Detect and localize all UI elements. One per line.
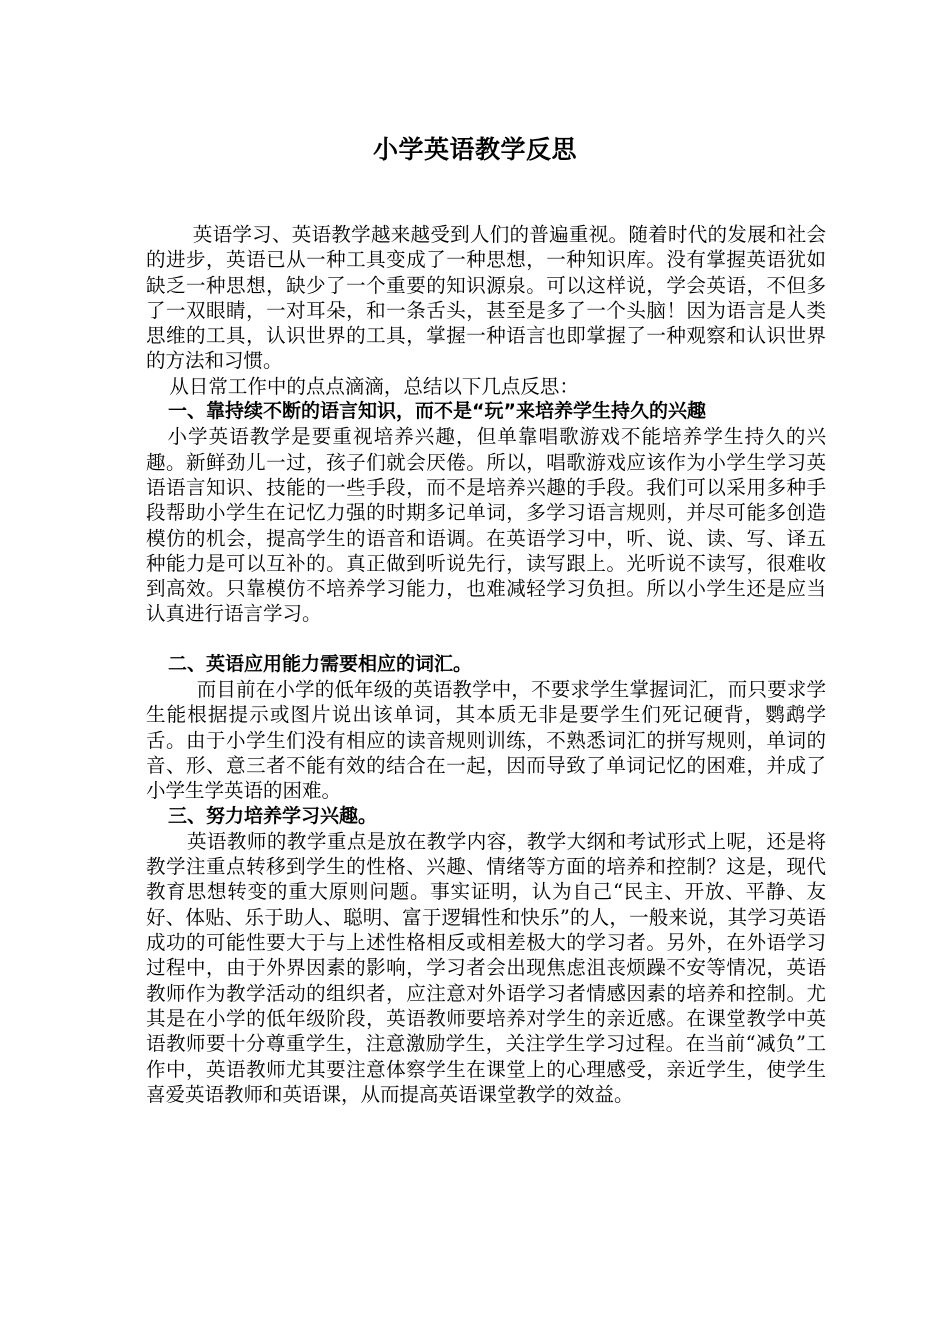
summary-paragraph: 从日常工作中的点点滴滴，总结以下几点反思： [169, 374, 579, 398]
document-title: 小学英语教学反思 [372, 135, 577, 164]
document-body [146, 222, 826, 1107]
intro-paragraph: 英语学习、英语教学越来越受到人们的普遍重视。随着时代的发展和社会的进步，英语已从一种工具变成了一种思想，一种知识库。没有掌握英语犹如缺乏一种思想，缺少了一个重要的知识源泉。可以这样说，学会英语，不但多了一双眼睛，一对耳朵，和一条舌头，甚至是多了一个头脑！因为语言是人类思维的工具，认识世界的工具，掌握一种语言也即掌握了一种观察和认识世界的方法和习惯。 [146, 223, 826, 373]
section-heading-2: 二、英语应用能力需要相应的词汇。 [168, 652, 473, 675]
section-2-paragraph: 而目前在小学的低年级的英语教学中，不要求学生掌握词汇，而只要求学生能根据提示或图片说出该单词，其本质无非是要学生们死记硬背，鹦鹉学舌。由于小学生们没有相应的读音规则训练，不熟悉词汇的拼写规则，单词的音、形、意三者不能有效的结合在一起，因而导致了单词记忆的困难，并成了小学生学英语的困难。 [146, 678, 826, 803]
section-heading-3: 三、努力培养学习兴趣。 [168, 804, 378, 827]
section-1-paragraph: 小学英语教学是要重视培养兴趣，但单靠唱歌游戏不能培养学生持久的兴趣。新鲜劲儿一过，孩子们就会厌倦。所以，唱歌游戏应该作为小学生学习英语语言知识、技能的一些手段，而不是培养兴趣的手段。我们可以采用多种手段帮助小学生在记忆力强的时期多记单词，多学习语言规则，并尽可能多创造模仿的机会，提高学生的语音和语调。在英语学习中，听、说、读、写、译五种能力是可以互补的。真正做到听说先行，读写跟上。光听说不读写，很难收到高效。只靠模仿不培养学习能力，也难减轻学习负担。所以小学生还是应当认真进行语言学习。 [146, 425, 826, 626]
section-heading-1: 一、靠持续不断的语言知识，而不是“玩”来培养学生持久的兴趣 [168, 400, 706, 423]
paragraph-gap [146, 627, 826, 652]
section-3-paragraph: 英语教师的教学重点是放在教学内容，教学大纲和考试形式上呢，还是将教学注重点转移到学生的性格、兴趣、情绪等方面的培养和控制？这是，现代教育思想转变的重大原则问题。事实证明，认为自己“民主、开放、平静、友好、体贴、乐于助人、聪明、富于逻辑性和快乐”的人，一般来说，其学习英语成功的可能性要大于与上述性格相反或相差极大的学习者。另外，在外语学习过程中，由于外界因素的影响，学习者会出现焦虑沮丧烦躁不安等情况，英语教师作为教学活动的组织者，应注意对外语学习者情感因素的培养和控制。尤其是在小学的低年级阶段，英语教师要培养对学生的亲近感。在课堂教学中英语教师要十分尊重学生，注意激励学生，关注学生学习过程。在当前“减负”工作中，英语教师尤其要注意体察学生在课堂上的心理感受，亲近学生，使学生喜爱英语教师和英语课，从而提高英语课堂教学的效益。 [146, 829, 826, 1106]
